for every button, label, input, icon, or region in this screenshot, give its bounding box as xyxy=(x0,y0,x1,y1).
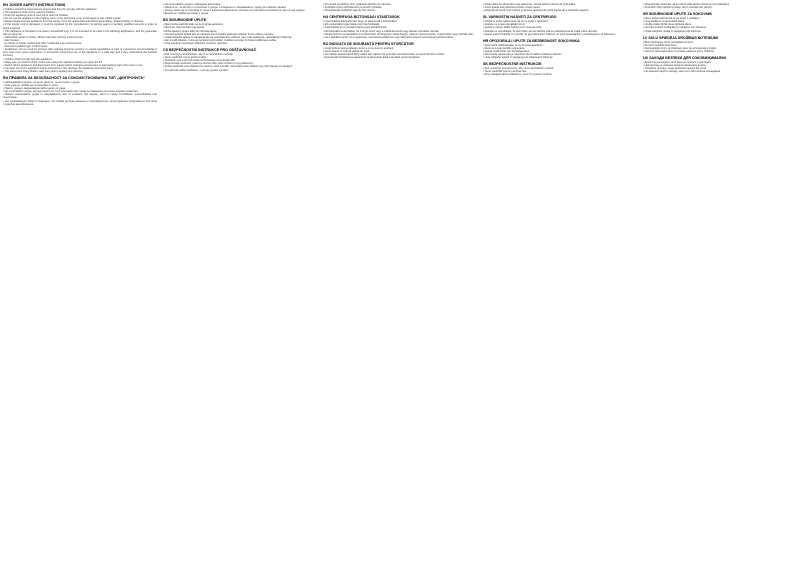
instruction-line: - bed and breakfast type environments. xyxy=(3,45,48,49)
section-heading: SK BEZPEČNOSTNÉ INSTRUKCIE xyxy=(483,62,542,67)
instruction-line: • Children shall not play with the appliance. xyxy=(3,58,157,61)
section-heading: LV SULU SPIEDĒJA DROŠĪBAS NOTEIKUMI xyxy=(643,35,718,40)
instruction-line: • Aparat vedno izključite iz omrežja, če ga pustite brez nadzora, ter pred sestavljanjem, razstavljanjem ali čiščenjem. xyxy=(483,33,637,36)
instruction-line: • Ak je napájací kábel poškodený, musí ho vymeniť výrobca. xyxy=(483,73,637,76)
instruction-line: • Improper use of the appliance and its accessories may damage the appliance and cause injury. xyxy=(3,67,157,70)
instruction-line: • Neizmantojiet ierīci, ja rotējošais siets vai aizsargvāks ir bojāts. xyxy=(643,47,797,50)
instruction-line: • Copiii trebuie supravegheați pentru a nu se juca cu aparatul. xyxy=(323,47,477,50)
instruction-line: • Ezt a készüléket gyermekek nem használhatják. xyxy=(323,23,477,26)
text-column-5 xyxy=(643,3,797,575)
instruction-line: • Djecu treba nadzirati da se ne igraju s uređajem. xyxy=(643,17,797,20)
instruction-line: • Aparat in njegov kabel hranite izven dosega otrok. xyxy=(483,26,637,29)
instruction-line: • Ne koristite aparat ako je rotaciono sito ili zaštitni poklopac oštećen. xyxy=(483,53,637,56)
instruction-line: • Deca ne smeju koristiti ovaj aparat. xyxy=(483,47,637,50)
instruction-line: • Uvijek isključite aparat iz napajanja ako ga ostavljate bez nadzora, kao i prije sklapanja, rastavljanja ili čišćenja. xyxy=(163,36,317,39)
instruction-line: • Keep the appliance and its cord out of reach of children. xyxy=(3,14,157,17)
instruction-line: • Always disconnect the appliance from the supply if it is left unattended and before assembling, disassembling or cleaning. xyxy=(3,20,157,23)
instruction-line: • Je-li přívodní kabel poškozen, musí jej vyměnit výrobce. xyxy=(163,69,317,72)
instruction-line: • If the supply cord is damaged, it must be replaced by the manufacturer, its service agent or similarly qualified persons in order to avoid a hazard. xyxy=(3,23,157,29)
instruction-line: • Не използвайте уреда с повредени аксесоари. xyxy=(163,3,317,6)
instruction-line: • Držite aparat i njegov kabl van dohvata djece. xyxy=(163,30,317,33)
instruction-line: • Dacă cablul de alimentare este deteriorat, acesta trebuie înlocuit de producător. xyxy=(483,3,637,6)
section-heading: RO INDICAȚII DE SIGURANȚĂ PENTRU STORCĂTOR xyxy=(323,41,414,46)
instruction-line: • A készüléket és a vezetékét tartsa gyermekektől távol. xyxy=(323,26,477,29)
section-heading: CS BEZPEČNOSTNÍ INSTRUKCE PRO ODŠŤAVŇOVAČ xyxy=(163,48,257,53)
instruction-line: • Po použití spotřebiče vždy vytáhněte zástrčku ze zásuvky. xyxy=(323,3,477,6)
instruction-line: • Nenechávejte spotřebič zapnutý bez dozoru. xyxy=(323,9,477,12)
section-heading: SR SIGURNOSNE UPUTE ZA SOKOVNIK xyxy=(643,12,713,17)
instruction-line: • Uvijek isključite uređaj iz napajanja prije čišćenja. xyxy=(643,30,797,33)
instruction-line: • Дітей слід наглядати, щоб вони не гралися з приладом. xyxy=(643,61,797,64)
section-heading: SL VARNOSTNI NASVETI ZA CENTRIFUGO xyxy=(483,15,557,20)
instruction-line: • Spotřebič a jeho přívodní kabel uchovávejte mimo dosah dětí. xyxy=(163,59,317,62)
instruction-line: • Otroke je treba nadzorovati, da se ne igrajo z aparatom. xyxy=(483,20,637,23)
instruction-line: • Acest aparat nu trebuie utilizat de copii. xyxy=(323,50,477,53)
instruction-line: • Acest aparat este destinat exclusiv uzului casnic. xyxy=(483,6,637,9)
section-heading: UK ЗАХОДИ БЕЗПЕКИ ДЛЯ СОКОВИЖИМАЛКИ xyxy=(643,56,727,61)
instruction-line: • Nemojte koristiti aparat ako je rotirajuće sito ili zaštitni poklopac oštećen ili ima vidljive pukotine. xyxy=(163,33,317,36)
instruction-line: • Bērni jāuzrauga, lai tie nerotaļātos ar ierīci. xyxy=(643,41,797,44)
instruction-line: • Ако захранващият кабел е повреден, той трябва да бъде заменен от производителя, негов сервизен представител или лице с подобна квалификация. xyxy=(3,100,157,106)
section-gap xyxy=(323,59,477,62)
instruction-line: • Do not use the appliance if the rotating sieve or the protective cover is damaged or has visible cracks. xyxy=(3,17,157,20)
instruction-line: • Děti musí být pod dohledem, aby si se spotřebičem nehrály. xyxy=(163,53,317,56)
instruction-line: • Decu treba nadzirati kako se ne bi igrala aparatom. xyxy=(483,44,637,47)
instruction-line: • Šo ierīci nedrīkst lietot bērni. xyxy=(643,44,797,47)
instruction-line: • Vienmēr atvienojiet ierīci no strāvas padeves pirms tīrīšanas. xyxy=(643,50,797,53)
instruction-line: • Ako je kabl oštećen, mora ga zamijeniti proizvođač, ovlašteni serviser ili druga kvalificirana osoba. xyxy=(163,39,317,42)
text-column-4 xyxy=(483,3,637,575)
instruction-line: • Пазете уреда и захранващия кабел далеч от деца. xyxy=(3,87,157,90)
section-gap xyxy=(643,73,797,76)
instruction-line: • Djeca ne smiju koristiti ovaj aparat. xyxy=(163,26,317,29)
instruction-line: • Nemojte koristiti uređaj ako je rotirajuće sito oštećeno. xyxy=(643,26,797,29)
section-heading: HU CENTRIFUGA BIZTONSÁGI UTASÍTÁSOK xyxy=(323,15,400,20)
instruction-line: - staff kitchen areas in shops, offices and other working environments; xyxy=(3,35,84,39)
instruction-line: • Ovaj aparat je namijenjen isključivo za kućnu upotrebu. xyxy=(163,42,317,45)
instruction-line: • Наблюдавайте децата, за да се уверите, че не играят с уреда. xyxy=(3,81,157,84)
instruction-line: • Asigurați-vă că ați oprit motorul și ați scos aparatul din priză înainte de a deschide capacul. xyxy=(483,9,637,12)
instruction-line: • Aparata ne smejo uporabljati otroci. xyxy=(483,23,637,26)
instruction-line: • Ne használja a készüléket, ha a forgó szűrő vagy a védőfedél sérült vagy látható repedései vannak. xyxy=(323,30,477,33)
instruction-line: • Appliances can be used by persons with reduced physical, sensory or mental capabilities or lack of experience and knowledge if they have been given supervision or instruction concerning use of the appliance in a safe way and if they understand the hazards involved. xyxy=(3,48,157,57)
instruction-line: • Switch off the appliance and disconnect from supply before changing accessories or approaching parts that move in use. xyxy=(3,64,157,67)
instruction-line: • Spotrebič vždy odpojte od siete, ak ho necháte bez dozoru. xyxy=(643,6,797,9)
instruction-line: • Spotřebič a jeho příslušenství po použití vyčistěte. xyxy=(323,6,477,9)
instruction-line: • This appliance is intended to be used in household only. It is not intended to be used in the following applications, and the guarantee will not apply for: xyxy=(3,30,157,36)
section-heading: HR OPOZORILA I UPUTE ZA BEZBEDNOST SOKOVNIKA xyxy=(483,38,580,43)
section-gap xyxy=(483,77,637,80)
section-heading: EN JUICER SAFETY INSTRUCTIONS xyxy=(3,3,66,7)
instruction-line: • Djecu treba nadzirati kako se ne bi igrala aparatom. xyxy=(163,23,317,26)
text-column-3 xyxy=(323,3,477,575)
instruction-line: - farm houses; xyxy=(3,38,20,42)
instruction-line: • Не використовуйте прилад, якщо сито або кришка пошкоджені. xyxy=(643,70,797,73)
instruction-line: • Gyermekekre felügyelni kell, hogy ne játsszanak a készülékkel. xyxy=(323,20,477,23)
instruction-line: • Уредът може да се използва от лица с намалени физически, сетивни или умствени способности, ако са под надзор. xyxy=(163,9,317,12)
section-gap xyxy=(163,72,317,75)
instruction-line: • The sieve have sharp blades, take care when handling and cleaning. xyxy=(3,70,157,73)
instruction-line: • Децата не трябва да играят с уреда. xyxy=(163,12,317,15)
instruction-line: • Uređaj i kabel držite izvan dohvata djece. xyxy=(643,23,797,26)
instruction-line: • Aparata ne uporabljajte, če sta vrtljivo sito ali zaščitni pokrov poškodovana ali imata vidne razpoke. xyxy=(483,30,637,33)
instruction-line: • This appliance shall not be used by children. xyxy=(3,11,157,14)
instruction-line: • Тримайте прилад і шнур живлення подалі від дітей. xyxy=(643,67,797,70)
instruction-line: • Ha a tápkábel sérült, azt a gyártónak, szervizképviselőjének vagy hasonlóan képzett személynek kell kicserélnie. xyxy=(323,36,477,39)
instruction-line: • Цей прилад не повинен використовуватися дітьми. xyxy=(643,64,797,67)
instruction-line: • Винаги изключвайте уреда от захранването, ако го оставяте без надзор, както и преди сглобяване, разглобяване или почистване. xyxy=(3,93,157,99)
instruction-line: • Nepoužívajte spotrebič, ak je otočné sitko alebo ochranný kryt poškodený. xyxy=(643,3,797,6)
text-column-1 xyxy=(3,3,157,575)
instruction-line: • Този уред не трябва да се използва от деца. xyxy=(3,84,157,87)
section-heading: BS SIGURNOSNE UPUTE xyxy=(163,18,207,23)
instruction-line: • Pokud spotřebič ponecháváte bez dozoru, před montáží, demontáží nebo čištěním jej vždy odpojte od napájení. xyxy=(163,65,317,68)
instruction-line: • Tento spotrebič nesmú používať deti. xyxy=(483,70,637,73)
instruction-line: • Не използвайте уреда, ако въртящото се сито или защитният капак са повредени или имат видими пукнатини. xyxy=(3,90,157,93)
instruction-line: • Nepoužívejte spotřebič, pokud je otočné sítko nebo ochranný kryt poškozený. xyxy=(163,62,317,65)
instruction-line: • Уверете се, че моторът е изключен и уредът е изключен от захранването, преди да отворите капака. xyxy=(163,6,317,9)
instruction-line: • Deconectați întotdeauna aparatul de la alimentare dacă este lăsat nesupravegheat. xyxy=(323,56,477,59)
instruction-line: • Deti musia byť pod dozorom, aby sa so spotrebičom nehrali. xyxy=(483,67,637,70)
section-heading: RU ПРАВИЛА ЗА БЕЗОПАСНОСТ ЗА СОКОИЗСТИСКВАЧКА ТИП „ЦЕНТРОФУГА“ xyxy=(3,75,145,80)
instruction-line: • Aparat i kabl držite van domašaja dece. xyxy=(483,50,637,53)
instruction-line: • Children should be supervised to ensure that they do not play with the appliance. xyxy=(3,8,157,11)
text-column-2 xyxy=(163,3,317,575)
instruction-line: • Nu utilizați aparatul dacă filtrul rotativ sau capacul de protecție sunt deteriorate sau prezintă fisuri vizibile. xyxy=(323,53,477,56)
section-gap xyxy=(3,106,157,109)
instruction-line: - by clients in hotels, motels and other residential type environments; xyxy=(3,42,82,46)
instruction-line: • Mindig húzza ki a készüléket a konnektorból, ha felügyelet nélkül hagyja, valamint összeszerelés, szétszerelés vagy tisztítás előtt. xyxy=(323,33,477,36)
instruction-line: • Ovaj uređaj ne smiju koristiti djeca. xyxy=(643,20,797,23)
instruction-line: • Uvek isključite aparat iz napajanja pre sklapanja ili čišćenja. xyxy=(483,56,637,59)
instruction-line: • Tento spotřebič nesmí používat děti. xyxy=(163,56,317,59)
instruction-line: • Make sure you switch off the motor and unplug the appliance before you open the lid. xyxy=(3,61,157,64)
